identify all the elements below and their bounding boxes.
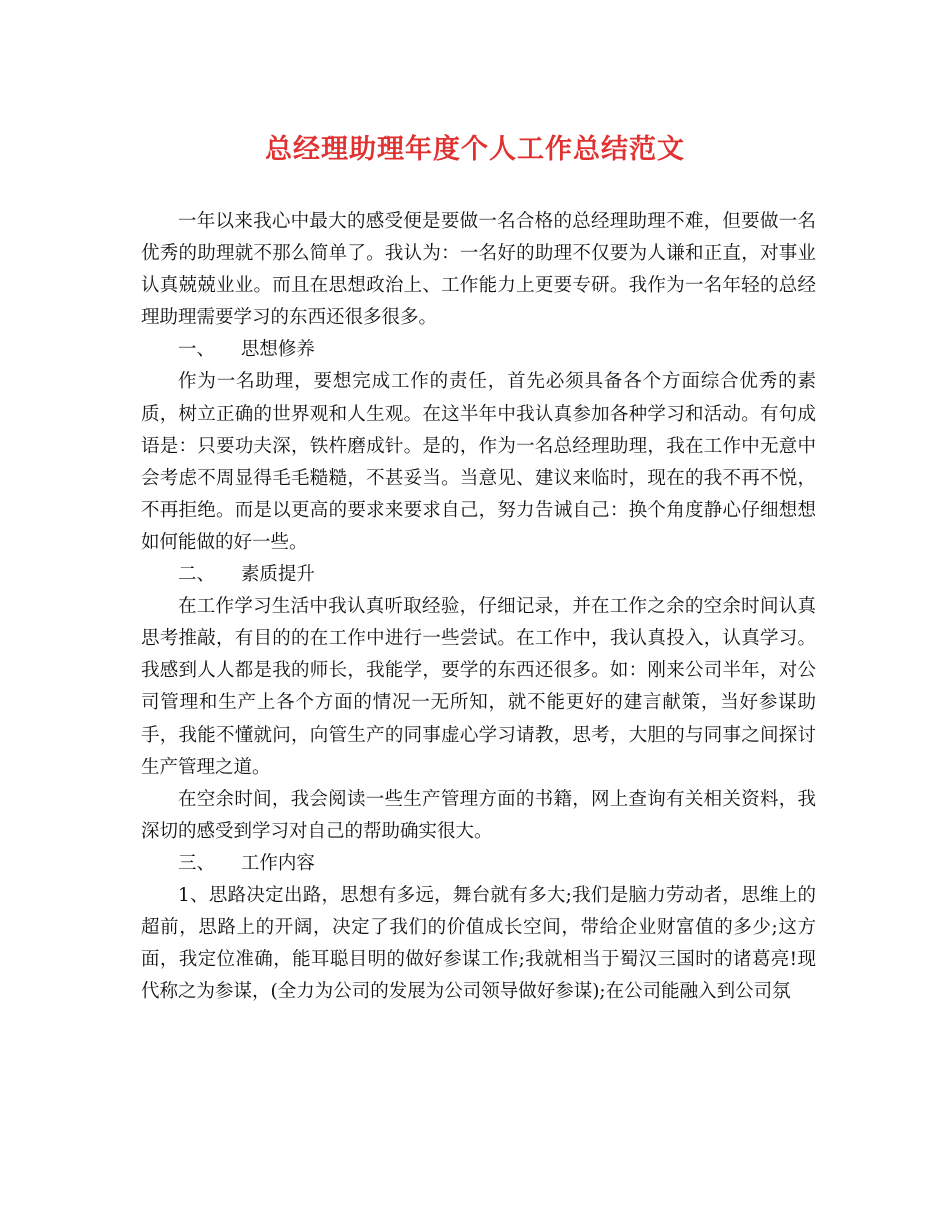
section-heading-3 — [141, 848, 816, 880]
document-body — [141, 206, 816, 1008]
intro-paragraph: 一年以来我心中最大的感受便是要做一名合格的总经理助理不难，但要做一名优秀的助理就不那么简单了。我认为：一名好的助理不仅要为人谦和正直，对事业认真兢兢业业。而且在思想政治上、工作能力上更要专研。我作为一名年轻的总经理助理需要学习的东西还很多很多。 — [141, 211, 816, 329]
section-number-1: 一、 — [178, 339, 216, 361]
section-title-1: 思想修养 — [240, 339, 315, 361]
section-heading-1 — [141, 334, 816, 366]
section-2-paragraph-2: 在空余时间，我会阅读一些生产管理方面的书籍，网上查询有关相关资料，我深切的感受到学习对自己的帮助确实很大。 — [141, 788, 816, 842]
section-number-2: 二、 — [178, 564, 216, 586]
section-title-2: 素质提升 — [240, 564, 315, 586]
section-heading-2 — [141, 559, 816, 591]
section-title-3: 工作内容 — [240, 852, 315, 874]
section-3-paragraph-1: 1、思路决定出路，思想有多远，舞台就有多大;我们是脑力劳动者，思维上的超前，思路上的开阔，决定了我们的价值成长空间，带给企业财富值的多少;这方面，我定位准确，能耳聪目明的做好参谋工作;我就相当于蜀汉三国时的诸葛亮!现代称之为参谋，(全力为公司的发展为公司领导做好参谋);在公司能融入到公司氛 — [141, 884, 816, 1003]
section-1-paragraph: 作为一名助理，要想完成工作的责任，首先必须具备各个方面综合优秀的素质，树立正确的世界观和人生观。在这半年中我认真参加各种学习和活动。有句成语是：只要功夫深，铁杵磨成针。是的，作为一名总经理助理，我在工作中无意中会考虑不周显得毛毛糙糙，不甚妥当。当意见、建议来临时，现在的我不再不悦，不再拒绝。而是以更高的要求来要求自己，努力告诫自己：换个角度静心仔细想想如何能做的好一些。 — [141, 371, 816, 553]
section-2-paragraph-1: 在工作学习生活中我认真听取经验，仔细记录，并在工作之余的空余时间认真思考推敲，有目的的在工作中进行一些尝试。在工作中，我认真投入，认真学习。我感到人人都是我的师长，我能学，要学的东西还很多。如：刚来公司半年，对公司管理和生产上各个方面的情况一无所知，就不能更好的建言献策，当好参谋助手，我能不懂就问，向管生产的同事虚心学习请教，思考，大胆的与同事之间探讨生产管理之道。 — [141, 596, 816, 778]
section-number-3: 三、 — [178, 852, 216, 874]
document-title: 总经理助理年度个人工作总结范文 — [265, 134, 685, 165]
